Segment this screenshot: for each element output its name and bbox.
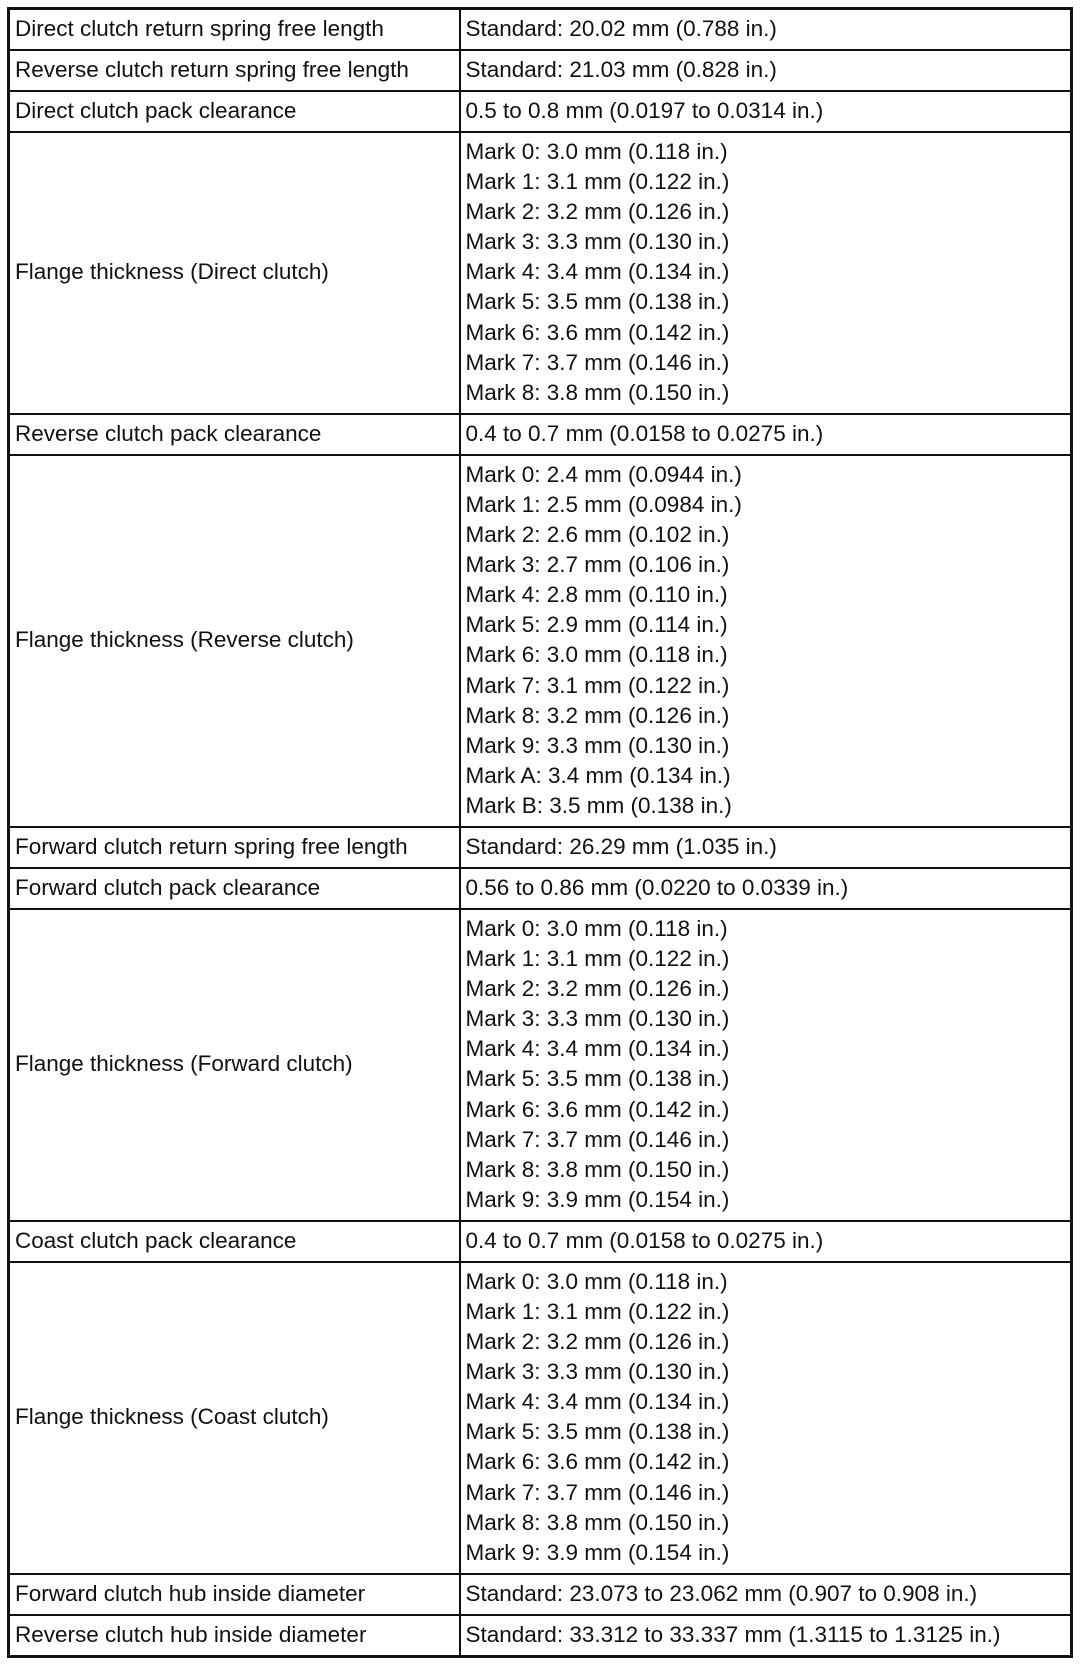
spec-value-line: Standard: 26.29 mm (1.035 in.) bbox=[465, 834, 777, 860]
spec-value-line: Mark 7: 3.7 mm (0.146 in.) bbox=[465, 1479, 730, 1505]
spec-value-line: 0.5 to 0.8 mm (0.0197 to 0.0314 in.) bbox=[465, 98, 824, 124]
spec-value-line: Mark 4: 3.4 mm (0.134 in.) bbox=[465, 259, 730, 285]
spec-label-cell: Reverse clutch hub inside diameter bbox=[9, 1615, 460, 1657]
spec-label-cell: Reverse clutch pack clearance bbox=[9, 414, 460, 455]
table-row bbox=[9, 1574, 1072, 1615]
spec-label-cell: Flange thickness (Coast clutch) bbox=[9, 1262, 460, 1574]
spec-value-cell bbox=[460, 909, 1072, 1221]
spec-value-line: Mark 5: 3.5 mm (0.138 in.) bbox=[465, 1419, 730, 1445]
spec-value-line: Mark 1: 3.1 mm (0.122 in.) bbox=[465, 1299, 730, 1324]
table-row bbox=[9, 91, 1072, 132]
spec-value-line: Mark 2: 3.2 mm (0.126 in.) bbox=[465, 976, 730, 1002]
spec-label-cell: Direct clutch return spring free length bbox=[9, 9, 460, 51]
spec-value-cell bbox=[460, 91, 1072, 132]
spec-value-line: 0.56 to 0.86 mm (0.0220 to 0.0339 in.) bbox=[465, 875, 849, 901]
spec-value-line: Mark 8: 3.8 mm (0.150 in.) bbox=[465, 1156, 730, 1182]
spec-value-line: 0.4 to 0.7 mm (0.0158 to 0.0275 in.) bbox=[465, 421, 824, 447]
spec-label-cell: Reverse clutch return spring free length bbox=[9, 50, 460, 91]
spec-value-cell bbox=[460, 1221, 1072, 1262]
spec-value-line: Standard: 21.03 mm (0.828 in.) bbox=[465, 57, 777, 83]
table-row bbox=[9, 9, 1072, 51]
spec-value-cell bbox=[460, 827, 1072, 868]
spec-table bbox=[7, 7, 1073, 1658]
spec-value-line: Mark 6: 3.6 mm (0.142 in.) bbox=[465, 1449, 730, 1475]
table-row bbox=[9, 414, 1072, 455]
spec-value-line: Mark 6: 3.6 mm (0.142 in.) bbox=[465, 319, 730, 345]
spec-value-line: Mark B: 3.5 mm (0.138 in.) bbox=[465, 792, 732, 818]
spec-value-cell bbox=[460, 455, 1072, 827]
spec-value-line: Mark 6: 3.6 mm (0.142 in.) bbox=[465, 1096, 730, 1122]
spec-value-line: Mark 9: 3.9 mm (0.154 in.) bbox=[465, 1539, 730, 1565]
spec-value-line: Mark 8: 3.8 mm (0.150 in.) bbox=[465, 379, 730, 405]
spec-value-line: Mark 1: 2.5 mm (0.0984 in.) bbox=[465, 491, 742, 517]
spec-value-cell bbox=[460, 9, 1072, 51]
spec-value-line: Mark 2: 3.2 mm (0.126 in.) bbox=[465, 199, 730, 225]
spec-value-line: Mark 7: 3.7 mm (0.146 in.) bbox=[465, 1126, 730, 1152]
spec-value-cell bbox=[460, 868, 1072, 909]
spec-value-line: Standard: 23.073 to 23.062 mm (0.907 to 0.908 in.) bbox=[465, 1581, 978, 1607]
spec-value-line: Mark A: 3.4 mm (0.134 in.) bbox=[465, 762, 731, 788]
spec-value-cell bbox=[460, 1574, 1072, 1615]
spec-label-cell: Direct clutch pack clearance bbox=[9, 91, 460, 132]
spec-value-cell bbox=[460, 414, 1072, 455]
spec-label-cell: Coast clutch pack clearance bbox=[9, 1221, 460, 1262]
spec-value-line: Standard: 20.02 mm (0.788 in.) bbox=[465, 16, 777, 42]
spec-value-cell bbox=[460, 50, 1072, 91]
spec-value-cell bbox=[460, 132, 1072, 414]
spec-value-line: Mark 3: 3.3 mm (0.130 in.) bbox=[465, 1006, 730, 1032]
spec-value-line: 0.4 to 0.7 mm (0.0158 to 0.0275 in.) bbox=[465, 1228, 824, 1254]
spec-value-line: Mark 9: 3.9 mm (0.154 in.) bbox=[465, 1186, 730, 1212]
table-row bbox=[9, 132, 1072, 414]
spec-value-line: Mark 2: 3.2 mm (0.126 in.) bbox=[465, 1329, 730, 1355]
spec-value-line: Mark 8: 3.2 mm (0.126 in.) bbox=[465, 702, 730, 728]
spec-value-line: Mark 6: 3.0 mm (0.118 in.) bbox=[465, 642, 728, 668]
spec-value-cell bbox=[460, 1615, 1072, 1657]
spec-value-line: Standard: 33.312 to 33.337 mm (1.3115 to 1.3125 in.) bbox=[465, 1622, 1001, 1648]
table-row bbox=[9, 1262, 1072, 1574]
spec-value-cell bbox=[460, 1262, 1072, 1574]
spec-value-line: Mark 1: 3.1 mm (0.122 in.) bbox=[465, 169, 730, 195]
spec-value-line: Mark 3: 3.3 mm (0.130 in.) bbox=[465, 229, 730, 255]
table-row bbox=[9, 50, 1072, 91]
spec-value-line: Mark 0: 3.0 mm (0.118 in.) bbox=[465, 139, 728, 164]
spec-value-line: Mark 5: 2.9 mm (0.114 in.) bbox=[465, 612, 728, 638]
table-row bbox=[9, 1615, 1072, 1657]
spec-value-line: Mark 8: 3.8 mm (0.150 in.) bbox=[465, 1509, 730, 1535]
spec-value-line: Mark 0: 3.0 mm (0.118 in.) bbox=[465, 915, 728, 941]
spec-value-line: Mark 0: 2.4 mm (0.0944 in.) bbox=[465, 461, 742, 487]
spec-value-line: Mark 4: 3.4 mm (0.134 in.) bbox=[465, 1036, 730, 1062]
spec-label-cell: Forward clutch return spring free length bbox=[9, 827, 460, 868]
table-row bbox=[9, 455, 1072, 827]
spec-value-line: Mark 3: 2.7 mm (0.106 in.) bbox=[465, 552, 730, 578]
spec-value-line: Mark 2: 2.6 mm (0.102 in.) bbox=[465, 522, 730, 548]
spec-table-body bbox=[9, 9, 1072, 1657]
spec-value-line: Mark 7: 3.1 mm (0.122 in.) bbox=[465, 672, 730, 698]
spec-label-cell: Flange thickness (Reverse clutch) bbox=[9, 455, 460, 827]
spec-value-line: Mark 3: 3.3 mm (0.130 in.) bbox=[465, 1359, 730, 1385]
spec-value-line: Mark 9: 3.3 mm (0.130 in.) bbox=[465, 732, 730, 758]
table-row bbox=[9, 827, 1072, 868]
spec-label-cell: Forward clutch hub inside diameter bbox=[9, 1574, 460, 1615]
spec-label-cell: Flange thickness (Forward clutch) bbox=[9, 909, 460, 1221]
spec-value-line: Mark 0: 3.0 mm (0.118 in.) bbox=[465, 1268, 728, 1294]
table-row bbox=[9, 1221, 1072, 1262]
spec-value-line: Mark 1: 3.1 mm (0.122 in.) bbox=[465, 946, 730, 972]
table-row bbox=[9, 868, 1072, 909]
table-row bbox=[9, 909, 1072, 1221]
spec-value-line: Mark 7: 3.7 mm (0.146 in.) bbox=[465, 349, 730, 375]
spec-value-line: Mark 4: 3.4 mm (0.134 in.) bbox=[465, 1389, 730, 1415]
spec-label-cell: Flange thickness (Direct clutch) bbox=[9, 132, 460, 414]
spec-value-line: Mark 4: 2.8 mm (0.110 in.) bbox=[465, 582, 728, 608]
spec-label-cell: Forward clutch pack clearance bbox=[9, 868, 460, 909]
spec-value-line: Mark 5: 3.5 mm (0.138 in.) bbox=[465, 1066, 730, 1092]
spec-value-line: Mark 5: 3.5 mm (0.138 in.) bbox=[465, 289, 730, 315]
